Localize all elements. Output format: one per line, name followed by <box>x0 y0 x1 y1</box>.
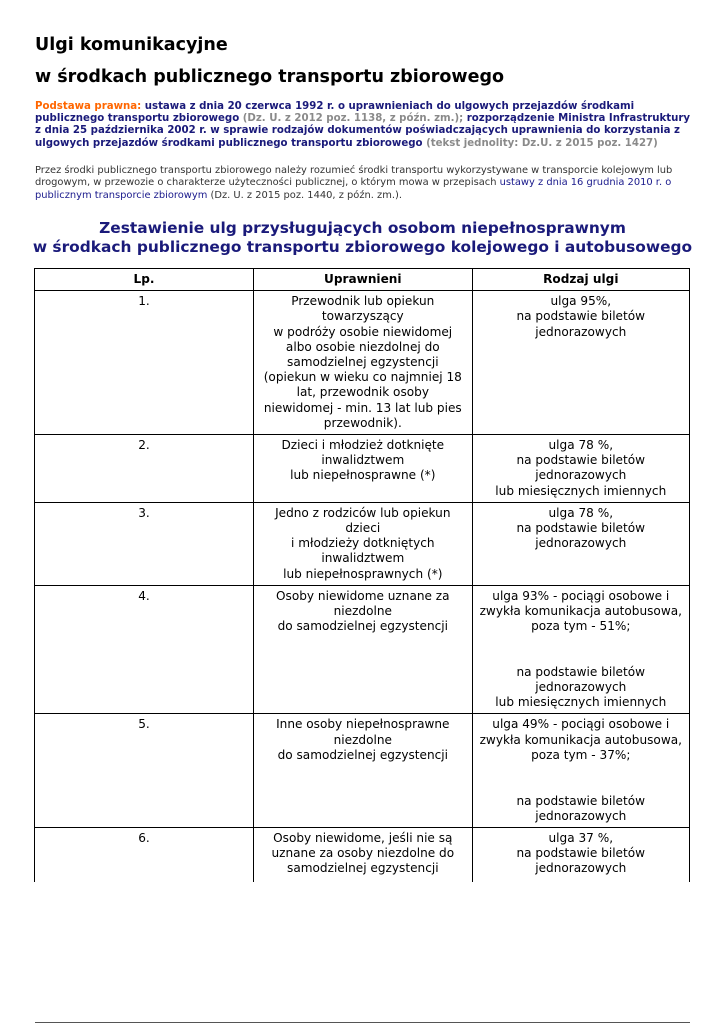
header-lp: Lp. <box>35 269 254 291</box>
legal-act-1[interactable]: ustawa z dnia 20 czerwca 1992 r. o uprawnieniach do ulgowych przejazdów środkami publicznego transportu zbiorowego <box>35 101 635 125</box>
row-uprawnieni: Dzieci i młodzież dotknięte inwalidztwem lub niepełnosprawne (*) <box>254 435 473 503</box>
row-ulga: ulga 78 %, na podstawie biletów jednorazowych lub miesięcznych imiennych <box>472 435 689 503</box>
header-uprawnieni: Uprawnieni <box>254 269 473 291</box>
row-ulga: ulga 95%, na podstawie biletów jednorazowych <box>472 291 689 435</box>
page-bottom-divider <box>35 1022 690 1023</box>
table-row <box>35 502 690 585</box>
table-row <box>35 291 690 435</box>
table-row <box>35 585 690 714</box>
legal-basis-label: Podstawa prawna: <box>35 101 142 112</box>
intro-act-link[interactable]: ustawy z dnia 16 grudnia 2010 r. o publicznym transporcie zbiorowym <box>35 177 672 201</box>
table-row <box>35 714 690 827</box>
row-lp: 4. <box>35 585 254 714</box>
page-title: Ulgi komunikacyjne <box>35 35 228 55</box>
row-ulga: ulga 78 %, na podstawie biletów jednorazowych <box>472 502 689 585</box>
section-title-line-1: Zestawienie ulg przysługujących osobom niepełnosprawnym <box>99 219 626 237</box>
page-subtitle: w środkach publicznego transportu zbiorowego <box>35 67 505 87</box>
row-ulga: ulga 93% - pociągi osobowe i zwykła komunikacja autobusowa, poza tym - 51%; na podstawie biletów jednorazowych lub miesięcznych imiennych <box>472 585 689 714</box>
intro-text-before: Przez środki publicznego transportu zbiorowego należy rozumieć środki transportu wykorzystywane w transporcie kolejowym lub drogowym, w przewozie o charakterze użyteczności publicznej, o którym mowa w przepisach <box>35 165 673 189</box>
legal-basis <box>35 101 695 150</box>
intro-paragraph <box>35 165 690 202</box>
concessions-table <box>34 268 690 882</box>
row-uprawnieni: Przewodnik lub opiekun towarzyszący w podróży osobie niewidomej albo osobie niezdolnej do samodzielnej egzystencji (opiekun w wieku co najmniej 18 lat, przewodnik osoby niewidomej - min. 13 lat lub pies przewodnik). <box>254 291 473 435</box>
row-lp: 3. <box>35 502 254 585</box>
row-uprawnieni: Jedno z rodziców lub opiekun dzieci i młodzieży dotkniętych inwalidztwem lub niepełnosprawnych (*) <box>254 502 473 585</box>
row-lp: 6. <box>35 827 254 882</box>
row-uprawnieni: Inne osoby niepełnosprawne niezdolne do samodzielnej egzystencji <box>254 714 473 827</box>
table-row <box>35 435 690 503</box>
header-rodzaj-ulgi: Rodzaj ulgi <box>472 269 689 291</box>
row-ulga: ulga 37 %, na podstawie biletów jednorazowych <box>472 827 689 882</box>
legal-act-2[interactable]: rozporządzenie Ministra Infrastruktury z dnia 25 października 2002 r. w sprawie rodzajów dokumentów poświadczających uprawnienia do korzystania z ulgowych przejazdów środkami publicznego transportu zbiorowego <box>35 113 691 149</box>
row-lp: 1. <box>35 291 254 435</box>
row-lp: 5. <box>35 714 254 827</box>
row-uprawnieni: Osoby niewidome, jeśli nie są uznane za osoby niezdolne do samodzielnej egzystencji <box>254 827 473 882</box>
legal-act-2-ref: (tekst jednolity: Dz.U. z 2015 poz. 1427) <box>426 137 658 149</box>
row-uprawnieni: Osoby niewidome uznane za niezdolne do samodzielnej egzystencji <box>254 585 473 714</box>
intro-text-after: (Dz. U. z 2015 poz. 1440, z późn. zm.). <box>210 189 402 201</box>
row-ulga: ulga 49% - pociągi osobowe i zwykła komunikacja autobusowa, poza tym - 37%; na podstawie biletów jednorazowych <box>472 714 689 827</box>
table-header-row <box>35 269 690 291</box>
table-row <box>35 827 690 882</box>
legal-act-1-ref: (Dz. U. z 2012 poz. 1138, z późn. zm.); <box>242 113 464 125</box>
row-lp: 2. <box>35 435 254 503</box>
section-title <box>0 219 725 257</box>
section-title-line-2: w środkach publicznego transportu zbiorowego kolejowego i autobusowego <box>32 238 693 256</box>
